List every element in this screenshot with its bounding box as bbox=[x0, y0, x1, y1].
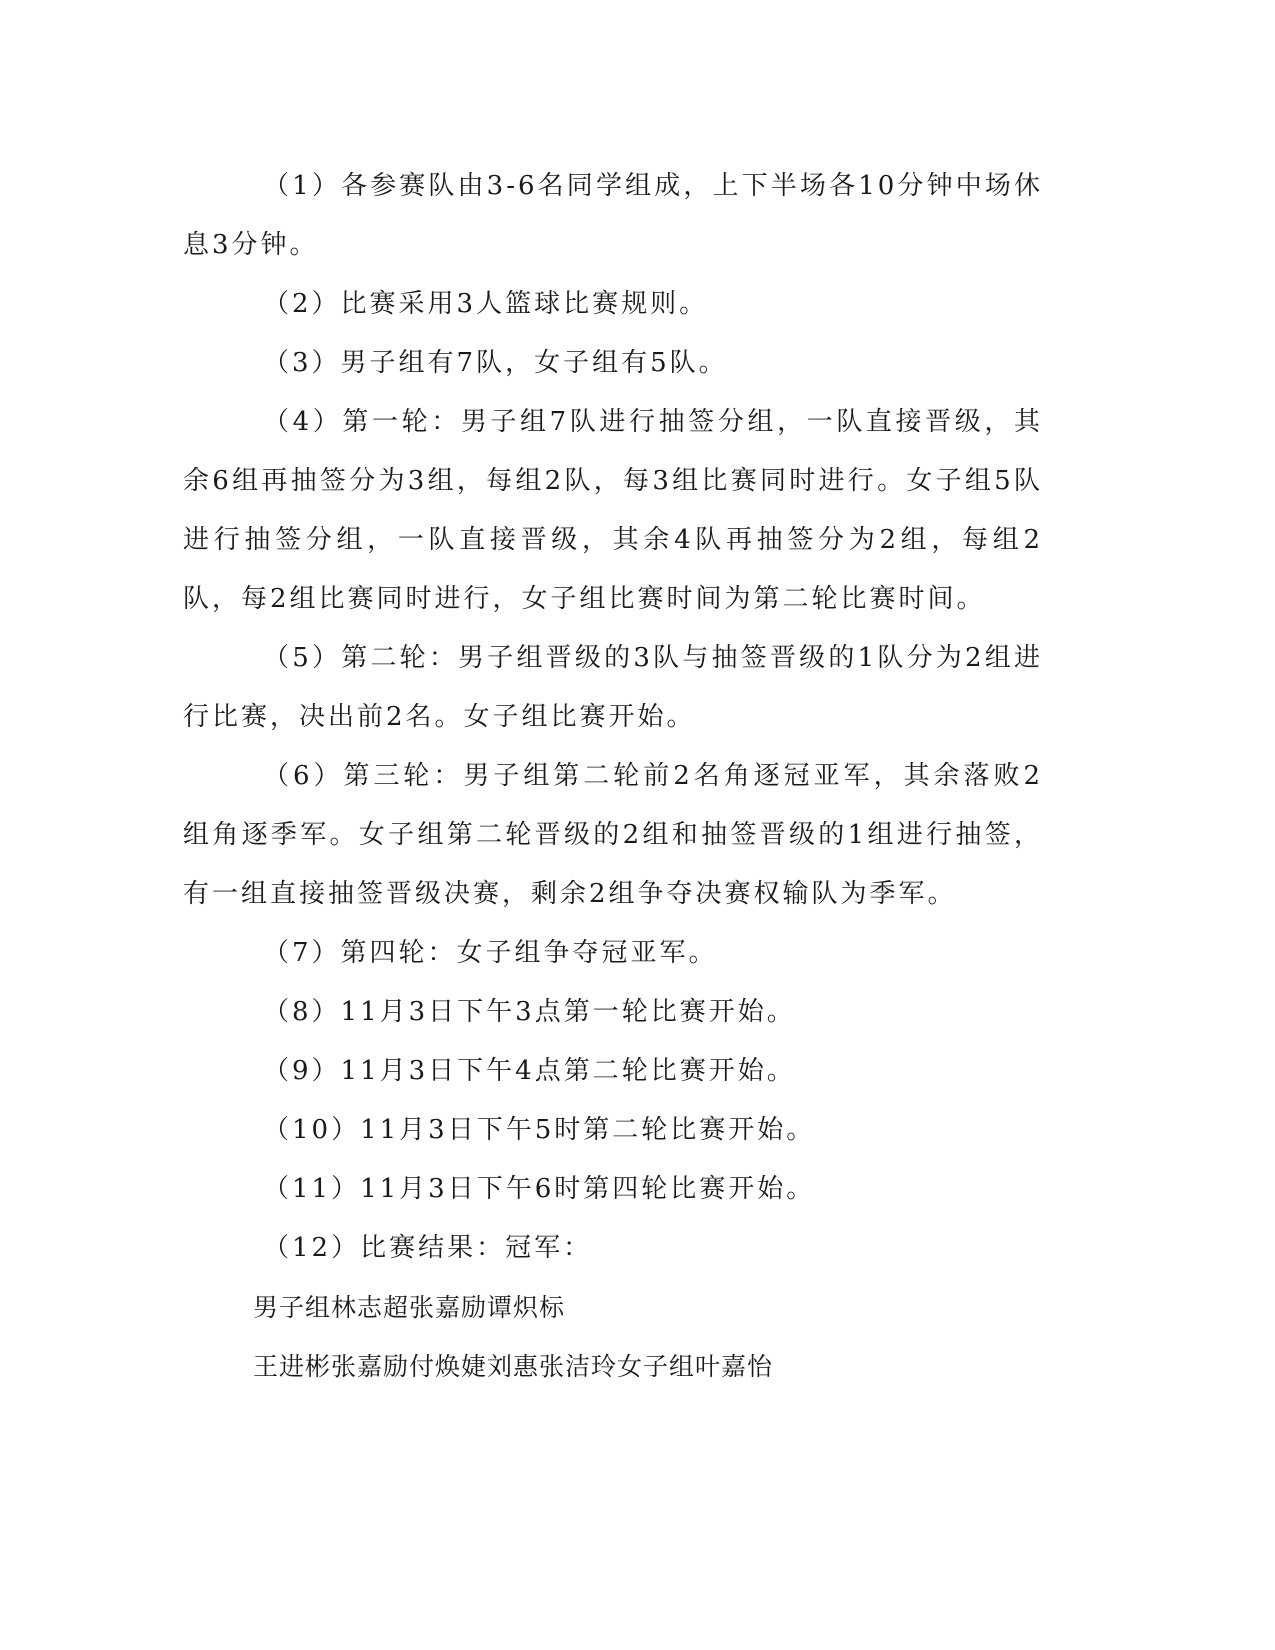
paragraph-rule-7: （7）第四轮：女子组争夺冠亚军。 bbox=[263, 938, 718, 968]
paragraph-rule-1: （1）各参赛队由3-6名同学组成，上下半场各10分钟中场休息3分钟。 bbox=[183, 171, 1043, 260]
document-body bbox=[183, 157, 1043, 1396]
result-line-2: 王进彬张嘉励付焕婕刘惠张洁玲女子组叶嘉怡 bbox=[253, 1352, 774, 1381]
paragraph-rule-5: （5）第二轮：男子组晋级的3队与抽签晋级的1队分为2组进行比赛，决出前2名。女子组比赛开始。 bbox=[183, 643, 1043, 732]
paragraph-rule-3: （3）男子组有7队，女子组有5队。 bbox=[263, 348, 728, 378]
paragraph-rule-10: （10）11月3日下午5时第二轮比赛开始。 bbox=[263, 1115, 816, 1145]
paragraph-rule-2: （2）比赛采用3人篮球比赛规则。 bbox=[263, 289, 709, 319]
result-line-1: 男子组林志超张嘉励谭炽标 bbox=[253, 1293, 566, 1322]
paragraph-rule-4: （4）第一轮：男子组7队进行抽签分组，一队直接晋级，其余6组再抽签分为3组，每组2队，每3组比赛同时进行。女子组5队进行抽签分组，一队直接晋级，其余4队再抽签分为2组，每组2队，每2组比赛同时进行，女子组比赛时间为第二轮比赛时间。 bbox=[183, 407, 1043, 614]
paragraph-rule-6: （6）第三轮：男子组第二轮前2名角逐冠亚军，其余落败2组角逐季军。女子组第二轮晋级的2组和抽签晋级的1组进行抽签，有一组直接抽签晋级决赛，剩余2组争夺决赛权输队为季军。 bbox=[183, 761, 1043, 909]
paragraph-rule-12: （12）比赛结果：冠军： bbox=[263, 1233, 593, 1263]
paragraph-rule-9: （9）11月3日下午4点第二轮比赛开始。 bbox=[263, 1056, 796, 1086]
paragraph-rule-8: （8）11月3日下午3点第一轮比赛开始。 bbox=[263, 997, 796, 1027]
paragraph-rule-11: （11）11月3日下午6时第四轮比赛开始。 bbox=[263, 1174, 816, 1204]
